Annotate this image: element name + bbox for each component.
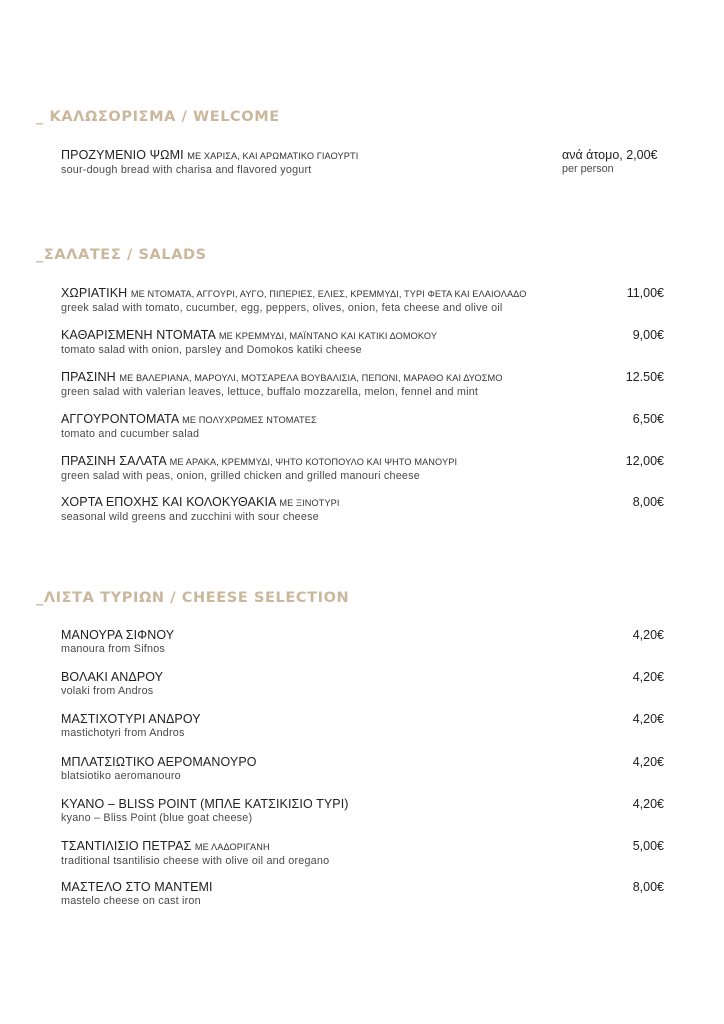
item-desc-en: tomato and cucumber salad: [61, 428, 200, 440]
item-price: 8,00€: [632, 495, 664, 509]
menu-item: [61, 454, 664, 483]
item-price: 6,50€: [632, 412, 664, 426]
section-title-cheese: _ΛΙΣΤΑ ΤΥΡΙΩΝ / CHEESE SELECTION: [36, 590, 350, 606]
menu-item: [61, 712, 664, 740]
item-desc-gr: ΜΕ ΠΟΛΥΧΡΩΜΕΣ ΝΤΟΜΑΤΕΣ: [182, 415, 317, 425]
menu-item: [61, 370, 664, 399]
item-desc-en: traditional tsantilisio cheese with olive oil and oregano: [61, 855, 330, 867]
item-price: 12.50€: [625, 370, 664, 384]
menu-item: [61, 412, 664, 441]
section-title-salads: _ΣΑΛΑΤΕΣ / SALADS: [36, 247, 207, 263]
item-price: 4,20€: [632, 628, 664, 642]
menu-item: [61, 755, 664, 783]
item-price: 4,20€: [632, 712, 664, 726]
item-desc-en: green salad with peas, onion, grilled chicken and grilled manouri cheese: [61, 470, 420, 482]
menu-item: [61, 628, 664, 656]
item-name-gr: ΜΑΣΤΙΧΟΤΥΡΙ ΑΝΔΡΟΥ: [61, 712, 201, 726]
item-name-gr: ΚΥΑΝΟ – BLISS POINT (ΜΠΛΕ ΚΑΤΣΙΚΙΣΙΟ ΤΥΡΙ): [61, 797, 349, 811]
item-name-gr: ΠΡΑΣΙΝΗ ΣΑΛΑΤΑ: [61, 454, 167, 468]
item-price: 11,00€: [626, 286, 664, 300]
menu-item: [61, 495, 664, 524]
item-name-gr: ΒΟΛΑΚΙ ΑΝΔΡΟΥ: [61, 670, 164, 684]
menu-item: [61, 670, 664, 698]
menu-item: [61, 328, 664, 357]
menu-item: [61, 839, 664, 868]
welcome-price: [562, 148, 658, 176]
item-price: 4,20€: [632, 670, 664, 684]
item-desc-gr: ΜΕ ΞΙΝΟΤΥΡΙ: [279, 498, 340, 508]
item-price: 8,00€: [632, 880, 664, 894]
menu-item: [61, 286, 664, 315]
price-note: per person: [562, 163, 614, 175]
item-price: ανά άτομο, 2,00€: [562, 148, 658, 162]
item-desc-gr: ΜΕ ΒΑΛΕΡΙΑΝΑ, ΜΑΡΟΥΛΙ, ΜΟΤΣΑΡΕΛΑ ΒΟΥΒΑΛΙΣΙΑ, ΠΕΠΟΝΙ, ΜΑΡΑΘΟ ΚΑΙ ΔΥΟΣΜΟ: [119, 373, 503, 383]
item-name-gr: ΜΠΛΑΤΣΙΩΤΙΚΟ ΑΕΡΟΜΑΝΟΥΡΟ: [61, 755, 257, 769]
item-desc-gr: ΜΕ ΑΡΑΚΑ, ΚΡΕΜΜΥΔΙ, ΨΗΤΟ ΚΟΤΟΠΟΥΛΟ ΚΑΙ ΨΗΤΟ ΜΑΝΟΥΡΙ: [169, 457, 458, 467]
item-desc-en: tomato salad with onion, parsley and Domokos katiki cheese: [61, 344, 362, 356]
item-desc-en: sour-dough bread with charisa and flavored yogurt: [61, 164, 312, 176]
item-desc-gr: ΜΕ ΛΑΔΟΡΙΓΑΝΗ: [194, 842, 270, 852]
item-name-gr: ΧΟΡΤΑ ΕΠΟΧΗΣ ΚΑΙ ΚΟΛΟΚΥΘΑΚΙΑ: [61, 495, 276, 509]
item-price: 5,00€: [632, 839, 664, 853]
item-desc-en: green salad with valerian leaves, lettuce, buffalo mozzarella, melon, fennel and mint: [61, 386, 479, 398]
item-desc-en: volaki from Andros: [61, 685, 154, 697]
item-desc-en: manoura from Sifnos: [61, 643, 166, 655]
item-price: 12,00€: [625, 454, 664, 468]
item-name-gr: ΑΓΓΟΥΡΟΝΤΟΜΑΤΑ: [61, 412, 179, 426]
item-price: 4,20€: [632, 797, 664, 811]
item-desc-gr: ΜΕ ΝΤΟΜΑΤΑ, ΑΓΓΟΥΡΙ, ΑΥΓΟ, ΠΙΠΕΡΙΕΣ, ΕΛΙΕΣ, ΚΡΕΜΜΥΔΙ, ΤΥΡΙ ΦΕΤΑ ΚΑΙ ΕΛΑΙΟΛΑΔΟ: [130, 289, 527, 299]
item-desc-en: blatsiotiko aeromanouro: [61, 770, 181, 782]
item-price: 9,00€: [632, 328, 664, 342]
item-name-gr: ΜΑΝΟΥΡΑ ΣΙΦΝΟΥ: [61, 628, 175, 642]
item-name-gr: ΠΡΟΖΥΜΕΝΙΟ ΨΩΜΙ: [61, 148, 184, 162]
item-name-gr: ΠΡΑΣΙΝΗ: [61, 370, 116, 384]
item-desc-en: kyano – Bliss Point (blue goat cheese): [61, 812, 253, 824]
item-desc-en: mastichotyri from Andros: [61, 727, 185, 739]
item-name-gr: ΜΑΣΤΕΛΟ ΣΤΟ ΜΑΝΤΕΜΙ: [61, 880, 213, 894]
item-desc-en: mastelo cheese on cast iron: [61, 895, 201, 907]
item-price: 4,20€: [632, 755, 664, 769]
item-name: [61, 148, 544, 164]
item-desc-gr: ΜΕ ΧΑΡΙΣΑ, ΚΑΙ ΑΡΩΜΑΤΙΚΟ ΓΙΑΟΥΡΤΙ: [187, 151, 359, 161]
item-name-gr: ΚΑΘΑΡΙΣΜΕΝΗ ΝΤΟΜΑΤΑ: [61, 328, 216, 342]
item-desc-en: greek salad with tomato, cucumber, egg, peppers, olives, onion, feta cheese and olive oil: [61, 302, 503, 314]
menu-item: [61, 797, 664, 825]
menu-item-sourdough-bread: [61, 148, 544, 177]
item-desc-gr: ΜΕ ΚΡΕΜΜΥΔΙ, ΜΑΪΝΤΑΝΟ ΚΑΙ ΚΑΤΙΚΙ ΔΟΜΟΚΟΥ: [218, 331, 438, 341]
item-name-gr: ΧΩΡΙΑΤΙΚΗ: [61, 286, 128, 300]
menu-item: [61, 880, 664, 908]
item-desc-en: seasonal wild greens and zucchini with sour cheese: [61, 511, 319, 523]
section-title-welcome: _ ΚΑΛΩΣΟΡΙΣΜΑ / WELCOME: [36, 109, 280, 125]
item-name-gr: ΤΣΑΝΤΙΛΙΣΙΟ ΠΕΤΡΑΣ: [61, 839, 192, 853]
